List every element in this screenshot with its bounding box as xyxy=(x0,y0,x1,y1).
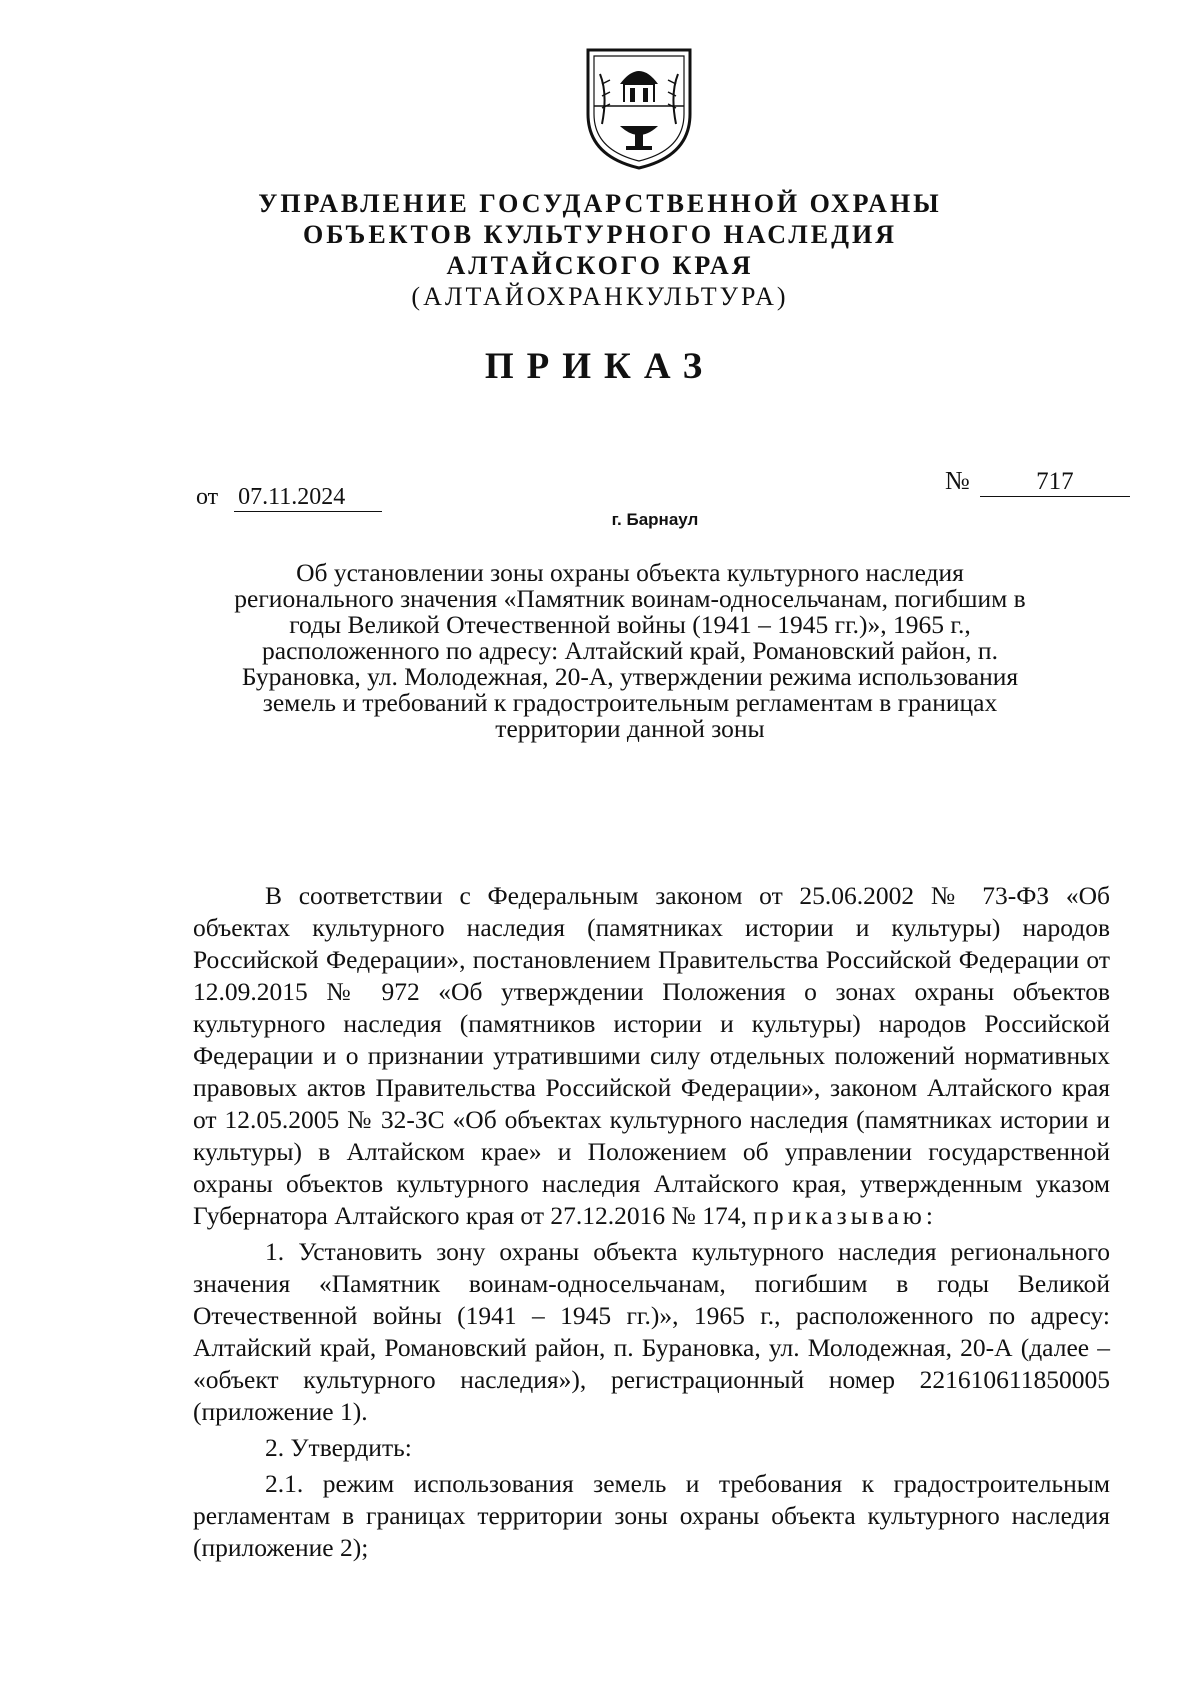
agency-name-line: ОБЪЕКТОВ КУЛЬТУРНОГО НАСЛЕДИЯ xyxy=(303,220,897,249)
document-type-title: ПРИКАЗ xyxy=(484,346,716,387)
order-subject: Об установлении зоны охраны объекта культурного наследия регионального значения «Памятник воинам-односельчанам, погибшим в годы Великой Отечественной войны (1941 – 1945 гг.)», 1965 г., расположенного по адресу: Алтайский край, Романовский район, п. Бурановка, ул. Молодежная, 20-А, утверждении режима использования земель и требований к градостроительным регламентам в границах территории данной зоны xyxy=(234,558,1026,743)
date-value: 07.11.2024 xyxy=(234,484,382,512)
item-1-paragraph: 1. Установить зону охраны объекта культурного наследия регионального значения «Памятник воинам-односельчанам, погибшим в годы Великой Отечественной войны (1941 – 1945 гг.)», 1965 г., расположенного по адресу: Алтайский край, Романовский район, п. Бурановка, ул. Молодежная, 20-А (далее – «объект культурного наследия»), регистрационный номер 221610611850005 (приложение 1). xyxy=(193,1237,1110,1426)
order-date xyxy=(196,484,382,512)
agency-abbreviation: (АЛТАЙОХРАНКУЛЬТУРА) xyxy=(411,282,789,311)
number-value: 717 xyxy=(980,468,1130,497)
item-2-1-paragraph: 2.1. режим использования земель и требования к градостроительным регламентам в границах территории зоны охраны объекта культурного наследия (приложение 2); xyxy=(193,1469,1110,1562)
preamble-paragraph xyxy=(193,880,1110,1232)
preamble-text: В соответствии с Федеральным законом от 25.06.2002 № 73-ФЗ «Об объектах культурного наследия (памятниках истории и культуры) народов Российской Федерации», постановлением Правительства Российской Федерации от 12.09.2015 № 972 «Об утверждении Положения о зонах охраны объектов культурного наследия (памятников истории и культуры) народов Российской Федерации и о признании утратившими силу отдельных положений нормативных правовых актов Правительства Российской Федерации», законом Алтайского края от 12.05.2005 № 32-ЗС «Об объектах культурного наследия (памятниках истории и культуры) в Алтайском крае» и Положением об управлении государственной охраны объектов культурного наследия Алтайского края, утвержденным указом Губернатора Алтайского края от 27.12.2016 № 174, xyxy=(193,881,1110,1230)
number-sign: № xyxy=(945,466,970,495)
order-body xyxy=(193,880,1110,1564)
agency-name-line: АЛТАЙСКОГО КРАЯ xyxy=(446,251,754,280)
date-prefix: от xyxy=(196,484,219,510)
order-word: приказываю: xyxy=(753,1201,937,1230)
agency-name xyxy=(0,188,1200,312)
altai-krai-coat-of-arms-icon xyxy=(580,44,698,172)
item-2-paragraph: 2. Утвердить: xyxy=(265,1433,412,1462)
city-name: г. Барнаул xyxy=(611,510,699,529)
order-number xyxy=(945,466,1130,497)
agency-name-line: УПРАВЛЕНИЕ ГОСУДАРСТВЕННОЙ ОХРАНЫ xyxy=(258,189,942,218)
